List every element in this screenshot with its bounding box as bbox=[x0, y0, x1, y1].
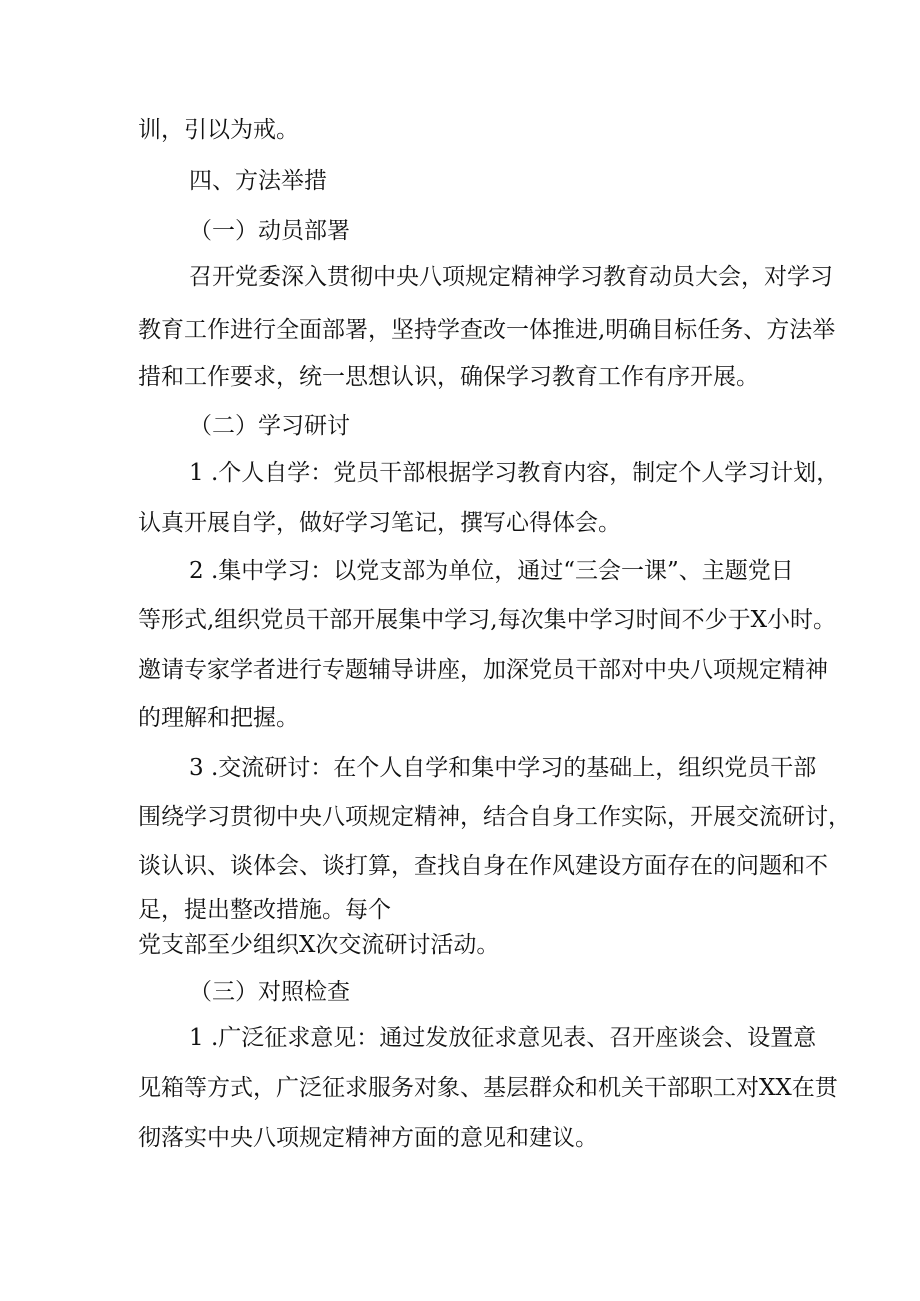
text-line-6: 措和工作要求，统一思想认识，确保学习教育工作有序开展。 bbox=[138, 364, 759, 390]
text-line-20: 1 .广泛征求意见：通过发放征求意见表、召开座谈会、设置意 bbox=[189, 1025, 817, 1051]
subsection-heading-review: （三）对照检查 bbox=[189, 979, 350, 1005]
text-line-4: 召开党委深入贯彻中央八项规定精神学习教育动员大会，对学习 bbox=[189, 264, 833, 290]
text-line-5: 教育工作进行全面部署，坚持学查改一体推进,明确目标任务、方法举 bbox=[138, 317, 836, 343]
text-line-12: 邀请专家学者进行专题辅导讲座，加深党员干部对中央八项规定精神 bbox=[138, 657, 828, 683]
text-line-21: 见箱等方式，广泛征求服务对象、基层群众和机关干部职工对XX在贯 bbox=[138, 1075, 838, 1101]
text-line-22: 彻落实中央八项规定精神方面的意见和建议。 bbox=[138, 1125, 598, 1151]
text-line-10: 2 .集中学习：以党支部为单位，通过“三会一课”、主题党日 bbox=[189, 558, 794, 584]
text-line-16: 谈认识、谈体会、谈打算，查找自身在作风建设方面存在的问题和不 bbox=[138, 853, 828, 879]
text-line-17: 足，提出整改措施。每个 bbox=[138, 897, 391, 923]
subsection-heading-mobilization: （一）动员部署 bbox=[189, 218, 350, 244]
text-line-1: 训，引以为戒。 bbox=[138, 117, 299, 143]
text-line-9: 认真开展自学，做好学习笔记，撰写心得体会。 bbox=[138, 510, 621, 536]
text-line-13: 的理解和把握。 bbox=[138, 705, 299, 731]
text-line-14: 3 .交流研讨：在个人自学和集中学习的基础上，组织党员干部 bbox=[189, 755, 817, 781]
text-line-18: 党支部至少组织X次交流研讨活动。 bbox=[138, 932, 500, 958]
text-line-15: 围绕学习贯彻中央八项规定精神，结合自身工作实际，开展交流研讨， bbox=[138, 804, 851, 830]
text-line-8: 1 .个人自学：党员干部根据学习教育内容，制定个人学习计划， bbox=[189, 460, 840, 486]
section-heading-methods: 四、方法举措 bbox=[189, 168, 327, 194]
text-line-11: 等形式,组织党员干部开展集中学习,每次集中学习时间不少于X小时。 bbox=[138, 607, 836, 633]
subsection-heading-study: （二）学习研讨 bbox=[189, 413, 350, 439]
